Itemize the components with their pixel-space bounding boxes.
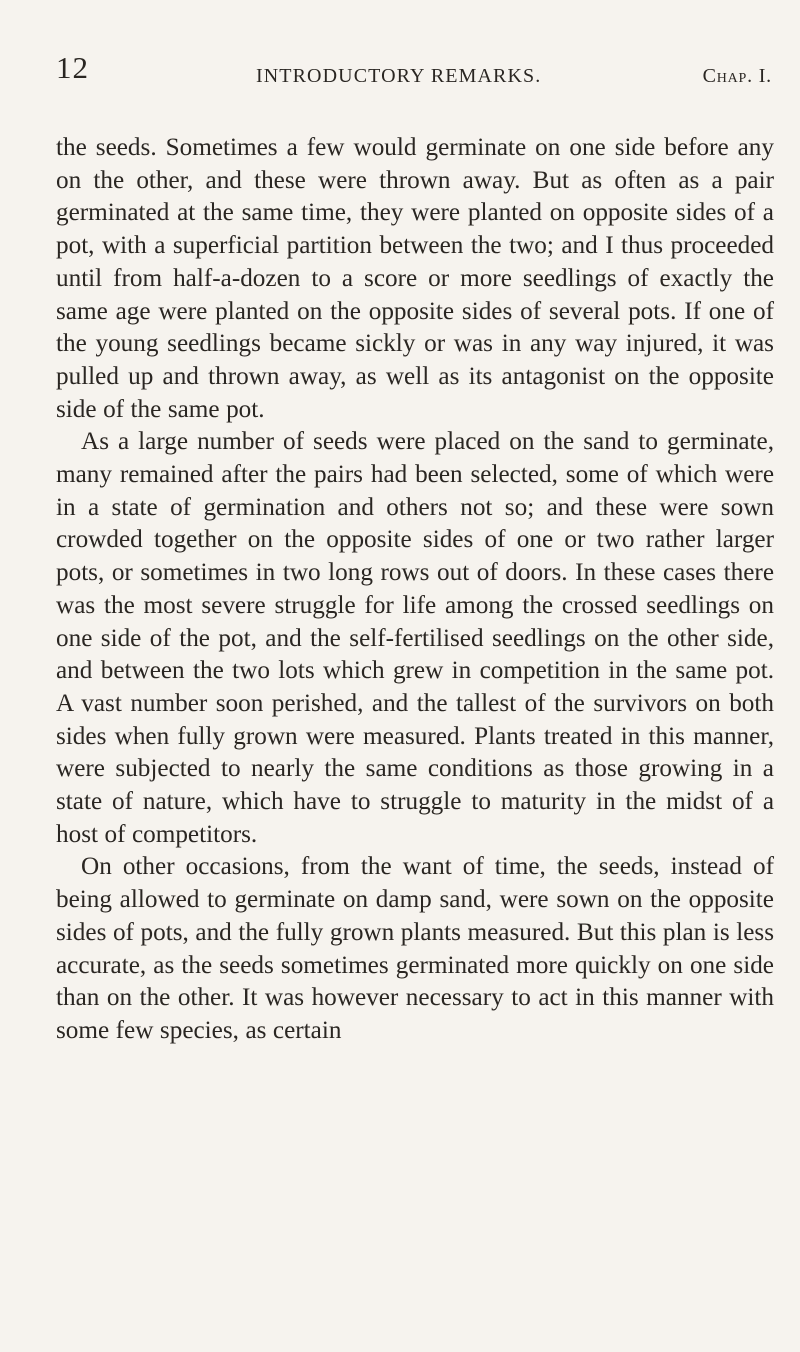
page-number: 12 <box>56 50 89 85</box>
paragraph: the seeds. Sometimes a few would germinate on one side before any on the other, and these were thrown away. But as often as a pair germinated at the same time, they were planted on opposite sides of a pot, with a superficial partition between the two; and I thus proceeded until from half-a-dozen to a score or more seedlings of exactly the same age were planted on the opposite sides of several pots. If one of the young seedlings became sickly or was in any way injured, it was pulled up and thrown away, as well as its antagonist on the opposite side of the same pot. <box>56 134 774 423</box>
chapter-label: Chap. I. <box>702 65 772 87</box>
page-header <box>56 52 772 92</box>
running-title: INTRODUCTORY REMARKS. <box>256 65 542 87</box>
paragraph: As a large number of seeds were placed on the sand to germinate, many remained after the pairs had been selected, some of which were in a state of germination and others not so; and these were sown crowded together on the opposite sides of one or two rather larger pots, or sometimes in two long rows out of doors. In these cases there was the most severe struggle for life among the crossed seedlings on one side of the pot, and the self-fertilised seedlings on the other side, and between the two lots which grew in competition in the same pot. A vast number soon perished, and the tallest of the survivors on both sides when fully grown were measured. Plants treated in this manner, were subjected to nearly the same conditions as those growing in a state of nature, which have to struggle to maturity in the midst of a host of competitors. <box>56 428 774 848</box>
paragraph: On other occasions, from the want of time, the seeds, instead of being allowed to germinate on damp sand, were sown on the opposite sides of pots, and the fully grown plants measured. But this plan is less accurate, as the seeds sometimes germinated more quickly on one side than on the other. It was however necessary to act in this manner with some few species, as certain <box>56 853 774 1044</box>
body-text <box>56 132 774 1048</box>
